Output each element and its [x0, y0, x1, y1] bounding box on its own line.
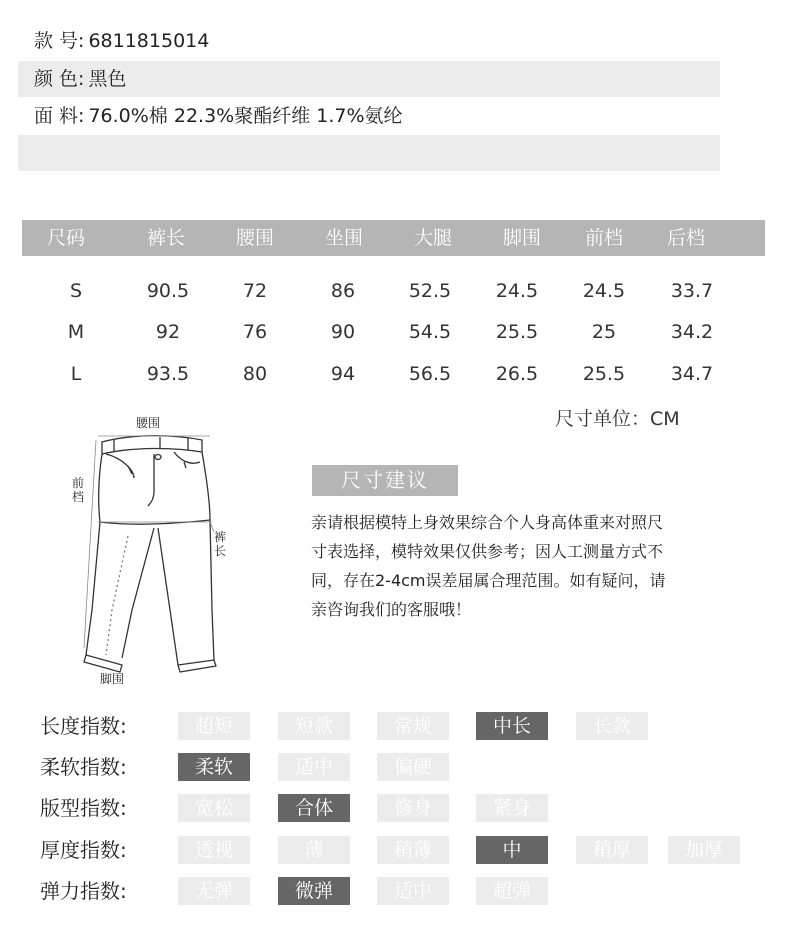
index-row-elasticity	[40, 876, 760, 906]
info-label: 款 号:	[34, 30, 85, 52]
index-option: 柔软	[178, 753, 250, 781]
index-row-length	[40, 711, 760, 741]
info-fabric	[18, 98, 720, 134]
advice-title: 尺寸建议	[312, 465, 458, 496]
info-style-number	[18, 23, 720, 59]
info-value: 黑色	[88, 68, 127, 90]
table-cell: S	[69, 280, 83, 302]
header-cell: 后档	[666, 227, 705, 249]
table-cell: 76	[242, 321, 268, 343]
index-row-thickness	[40, 835, 760, 865]
table-cell: 33.7	[670, 280, 714, 302]
header-cell: 尺码	[46, 227, 85, 249]
index-option: 稍薄	[377, 836, 449, 864]
table-cell: 24.5	[582, 280, 626, 302]
header-cell: 腰围	[235, 227, 274, 249]
index-option: 长款	[576, 712, 648, 740]
table-cell: 34.7	[670, 363, 714, 385]
table-cell: 25.5	[582, 363, 626, 385]
pants-diagram	[62, 410, 232, 695]
index-option: 中长	[476, 712, 548, 740]
table-cell: 25.5	[495, 321, 539, 343]
table-cell: 24.5	[495, 280, 539, 302]
index-option: 短款	[278, 712, 350, 740]
label-length: 裤长	[214, 530, 227, 558]
size-unit-note: 尺寸单位：CM	[555, 408, 680, 430]
label-waist: 腰围	[136, 416, 161, 430]
index-row-softness	[40, 752, 760, 782]
index-label: 柔软指数:	[40, 755, 127, 779]
index-label: 弹力指数:	[40, 879, 127, 903]
index-option: 透视	[178, 836, 250, 864]
table-cell: 56.5	[408, 363, 452, 385]
index-option: 加厚	[668, 836, 740, 864]
info-color	[18, 61, 720, 97]
index-row-fit	[40, 793, 760, 823]
size-row-s	[22, 273, 765, 309]
advice-line: 亲请根据模特上身效果综合个人身高体重来对照尺	[311, 513, 664, 532]
table-cell: 54.5	[408, 321, 452, 343]
size-row-m	[22, 314, 765, 350]
advice-line: 亲咨询我们的客服哦！	[311, 600, 472, 619]
advice-line: 同，存在2-4cm误差届属合理范围。如有疑问，请	[311, 571, 666, 590]
index-label: 厚度指数:	[40, 838, 127, 862]
index-option: 中	[476, 836, 548, 864]
index-option: 紧身	[476, 794, 548, 822]
index-option: 薄	[278, 836, 350, 864]
index-option: 常规	[377, 712, 449, 740]
table-cell: 92	[155, 321, 181, 343]
index-option: 稍厚	[576, 836, 648, 864]
size-table-header	[22, 220, 765, 256]
index-option: 修身	[377, 794, 449, 822]
info-blank-row	[18, 135, 720, 171]
index-option: 适中	[278, 753, 350, 781]
table-cell: 52.5	[408, 280, 452, 302]
pants-illustration	[62, 410, 232, 695]
info-label: 面 料:	[34, 105, 85, 127]
table-cell: 94	[330, 363, 356, 385]
index-option: 宽松	[178, 794, 250, 822]
index-option: 适中	[377, 877, 449, 905]
index-option: 无弹	[178, 877, 250, 905]
table-cell: 86	[330, 280, 356, 302]
index-label: 版型指数:	[40, 796, 127, 820]
label-hem: 脚围	[100, 672, 125, 686]
index-option: 超短	[178, 712, 250, 740]
table-cell: M	[67, 321, 85, 343]
info-label: 颜 色:	[34, 68, 85, 90]
table-cell: 26.5	[495, 363, 539, 385]
table-cell: 34.2	[670, 321, 714, 343]
table-cell: 80	[242, 363, 268, 385]
table-cell: 93.5	[146, 363, 190, 385]
table-cell: 25	[591, 321, 617, 343]
index-option: 合体	[278, 794, 350, 822]
index-option: 偏硬	[377, 753, 449, 781]
index-option: 超弹	[476, 877, 548, 905]
table-cell: 72	[242, 280, 268, 302]
header-cell: 大腿	[413, 227, 452, 249]
index-option: 微弹	[278, 877, 350, 905]
size-row-l	[22, 356, 765, 392]
info-value: 76.0%棉 22.3%聚酯纤维 1.7%氨纶	[88, 105, 403, 127]
advice-text	[311, 508, 731, 624]
table-cell: 90	[330, 321, 356, 343]
info-value: 6811815014	[88, 30, 210, 52]
table-cell: L	[70, 363, 82, 385]
header-cell: 裤长	[146, 227, 185, 249]
header-cell: 前档	[584, 227, 623, 249]
table-cell: 90.5	[146, 280, 190, 302]
advice-line: 寸表选择，模特效果仅供参考；因人工测量方式不	[311, 542, 664, 561]
label-front-rise: 前档	[72, 476, 85, 504]
header-cell: 脚围	[502, 227, 541, 249]
header-cell: 坐围	[324, 227, 363, 249]
index-label: 长度指数:	[40, 714, 127, 738]
